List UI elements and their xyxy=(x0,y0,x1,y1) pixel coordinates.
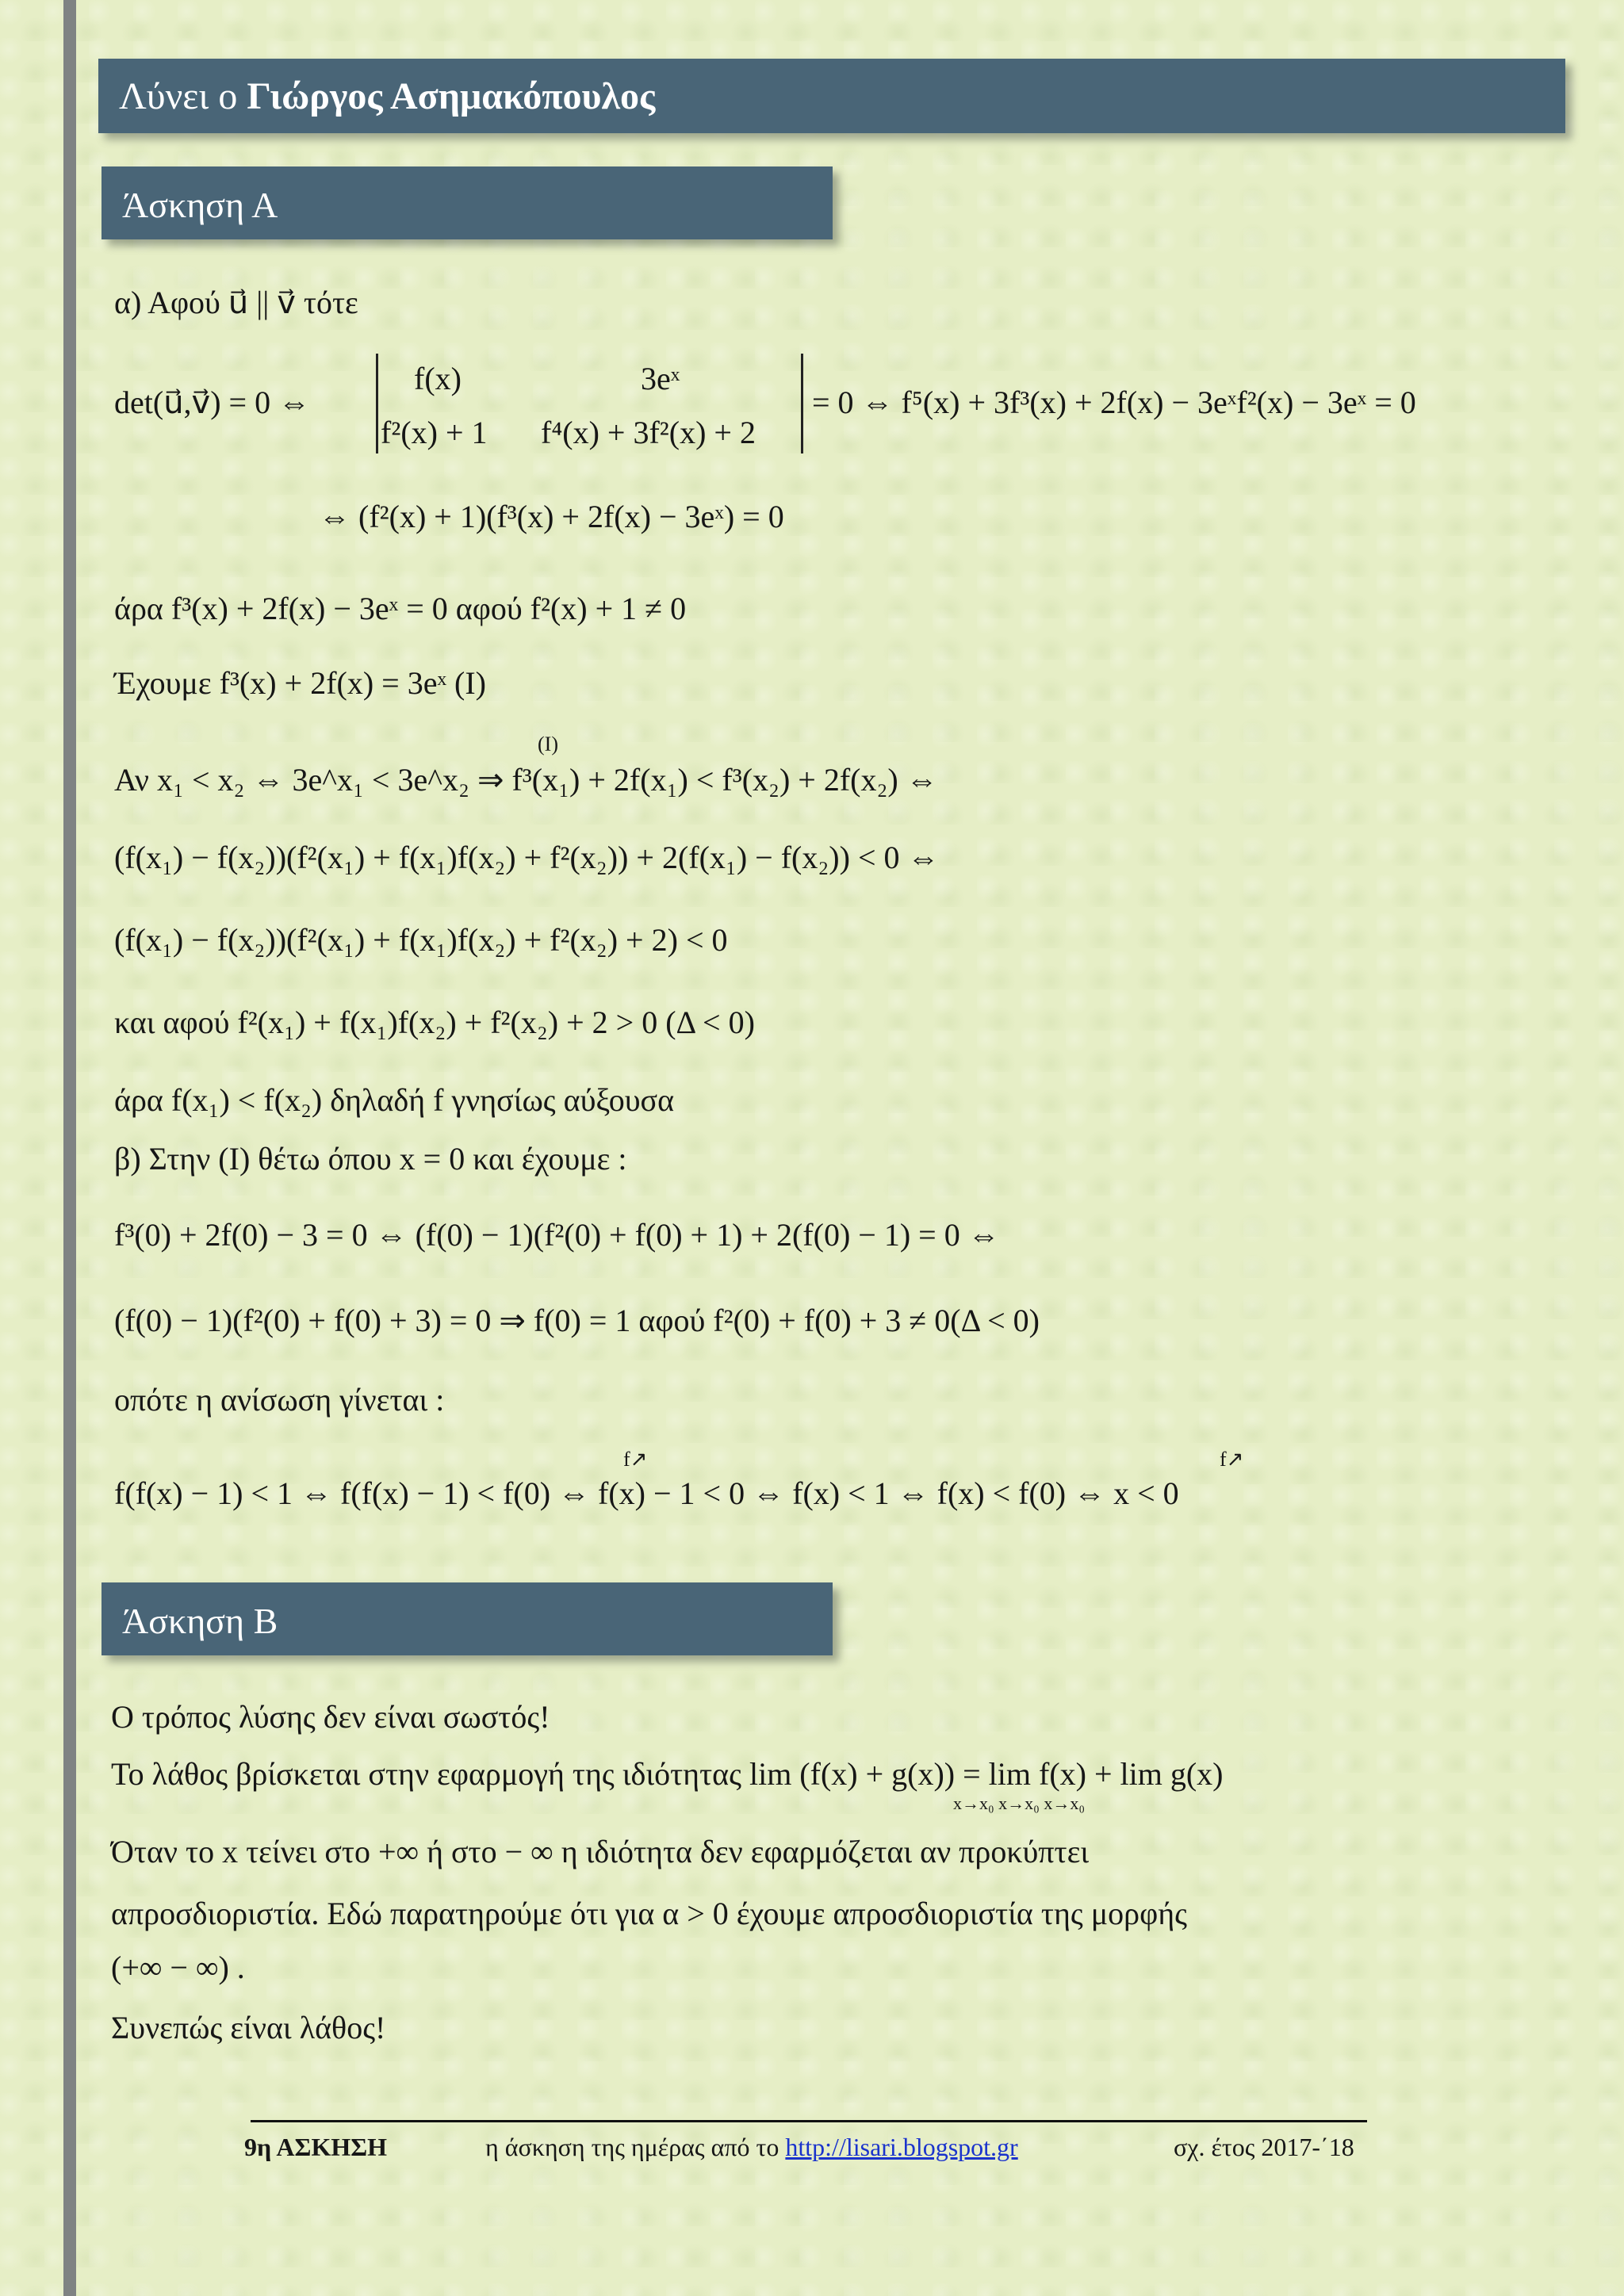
line-beta: β) Στην (Ι) θέτω όπου x = 0 και έχουμε : xyxy=(114,1141,627,1177)
increasing-label-2: f↗ xyxy=(1220,1448,1244,1471)
line-exoume: Έχουμε f³(x) + 2f(x) = 3eˣ (Ι) xyxy=(114,665,486,701)
line-f0-eq: f³(0) + 2f(0) − 3 = 0 ⇔ (f(0) − 1)(f²(0) + f(0) + 1) + 2(f(0) − 1) = 0 ⇔ xyxy=(114,1217,1000,1253)
det-cell-21: f²(x) + 1 xyxy=(381,415,488,450)
line-b5: (+∞ − ∞) . xyxy=(111,1950,245,1985)
section-b-banner xyxy=(102,1582,833,1655)
increasing-label-1: f↗ xyxy=(623,1448,648,1471)
line-b2: Το λάθος βρίσκεται στην εφαρμογή της ιδιότητας lim (f(x) + g(x)) = lim f(x) + lim g(x) xyxy=(111,1756,1224,1792)
line-opote: οπότε η ανίσωση γίνεται : xyxy=(114,1382,445,1418)
implication-label: (Ι) xyxy=(538,733,558,756)
section-b-title: Άσκηση Β xyxy=(122,1601,278,1641)
determinant-right-bar xyxy=(801,354,803,453)
line-b4: απροσδιοριστία. Εδώ παρατηρούμε ότι για α > 0 έχουμε απροσδιοριστία της μορφής xyxy=(111,1896,1187,1931)
footer-text: η άσκηση της ημέρας από το xyxy=(485,2133,779,2161)
footer-exercise-number: 9η ΑΣΚΗΣΗ xyxy=(244,2133,388,2161)
det-cell-11: f(x) xyxy=(414,361,462,396)
line-monotonic: άρα f(x₁) < f(x₂) δηλαδή f γνησίως αύξουσα xyxy=(114,1082,675,1118)
footer-school-year: σχ. έτος 2017-΄18 xyxy=(1174,2133,1354,2161)
footer-rule xyxy=(251,2120,1367,2122)
line-inequality: f(f(x) − 1) < 1 ⇔ f(f(x) − 1) < f(0) ⇔ f(x) − 1 < 0 ⇔ f(x) < 1 ⇔ f(x) < f(0) ⇔ x < 0 xyxy=(114,1475,1179,1511)
line-kai-afou: και αφού f²(x₁) + f(x₁)f(x₂) + f²(x₂) + 2 > 0 (Δ < 0) xyxy=(114,1004,755,1040)
limit-subscripts: x→x₀ x→x₀ x→x₀ xyxy=(953,1793,1086,1813)
section-a-banner xyxy=(102,166,833,239)
line-b1: Ο τρόπος λύσης δεν είναι σωστός! xyxy=(111,1699,550,1735)
left-margin-bar xyxy=(63,0,76,2296)
section-a-title: Άσκηση Α xyxy=(122,185,278,225)
footer-caption xyxy=(485,2133,1018,2162)
line-f0-result: (f(0) − 1)(f²(0) + f(0) + 3) = 0 ⇒ f(0) = 1 αφού f²(0) + f(0) + 3 ≠ 0(Δ < 0) xyxy=(114,1303,1040,1338)
author-name: Γιώργος Ασημακόπουλος xyxy=(247,75,656,117)
footer-link[interactable]: http://lisari.blogspot.gr xyxy=(785,2133,1018,2161)
line-b6: Συνεπώς είναι λάθος! xyxy=(111,2010,386,2045)
line-an: Αν x₁ < x₂ ⇔ 3e^x₁ < 3e^x₂ ⇒ f³(x₁) + 2f(x₁) < f³(x₂) + 2f(x₂) ⇔ xyxy=(114,762,938,798)
determinant-left-bar xyxy=(376,354,378,453)
line-det-rhs: = 0 ⇔ f⁵(x) + 3f³(x) + 2f(x) − 3eˣf²(x) − 3eˣ = 0 xyxy=(812,385,1416,420)
det-cell-12: 3eˣ xyxy=(641,361,680,396)
det-cell-22: f⁴(x) + 3f²(x) + 2 xyxy=(541,415,756,450)
author-banner xyxy=(98,59,1565,133)
line-det-lhs: det(u⃗,v⃗) = 0 ⇔ xyxy=(114,385,311,420)
line-factor-3: (f(x₁) − f(x₂))(f²(x₁) + f(x₁)f(x₂) + f²(x₂) + 2) < 0 xyxy=(114,922,728,958)
line-factor-2: (f(x₁) − f(x₂))(f²(x₁) + f(x₁)f(x₂) + f²(x₂)) + 2(f(x₁) − f(x₂)) < 0 ⇔ xyxy=(114,840,940,875)
author-prefix: Λύνει ο xyxy=(119,75,238,117)
line-b3: Όταν το x τείνει στο +∞ ή στο − ∞ η ιδιότητα δεν εφαρμόζεται αν προκύπτει xyxy=(111,1834,1090,1869)
line-a1: α) Αφού u⃗ || v⃗ τότε xyxy=(114,285,358,320)
line-ara: άρα f³(x) + 2f(x) − 3eˣ = 0 αφού f²(x) + 1 ≠ 0 xyxy=(114,591,687,626)
line-factor: ⇔ (f²(x) + 1)(f³(x) + 2f(x) − 3eˣ) = 0 xyxy=(319,499,784,534)
